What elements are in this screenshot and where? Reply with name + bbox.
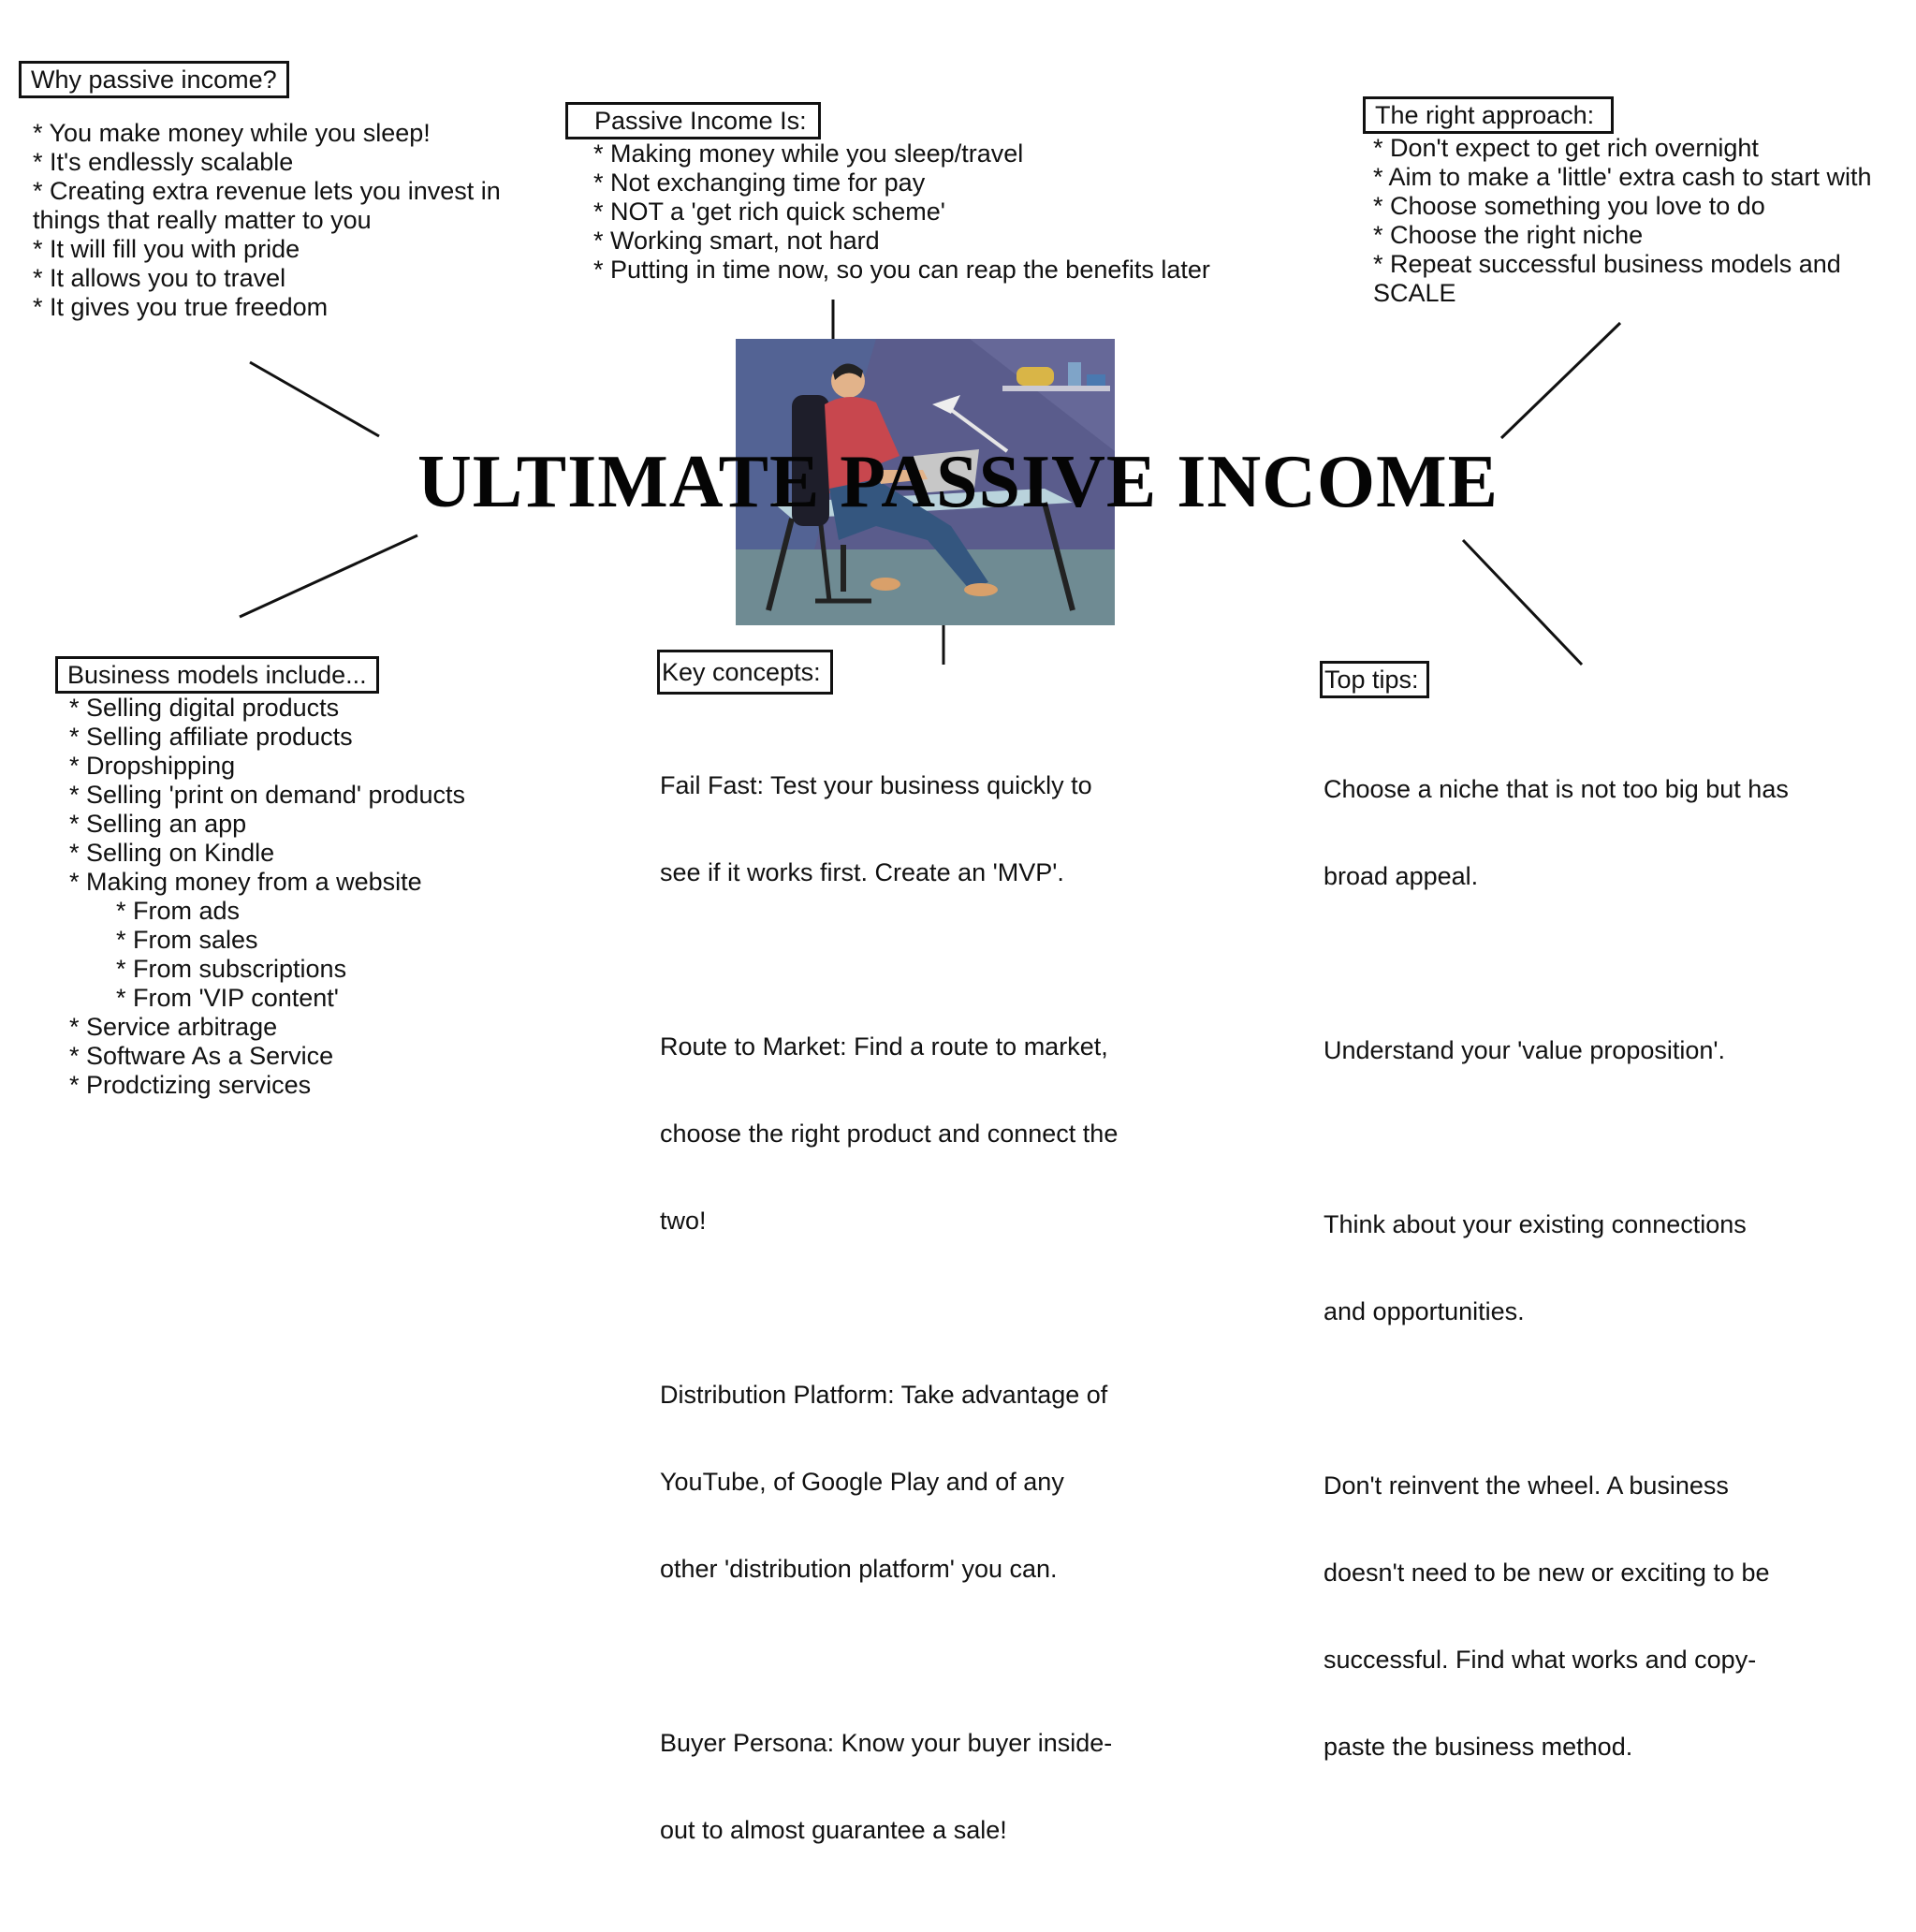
why-heading: Why passive income? <box>19 61 289 98</box>
concept-line: other 'distribution platform' you can. <box>660 1555 1058 1583</box>
list-subitem: * From ads <box>116 897 241 925</box>
tip-line: Think about your existing connections <box>1324 1210 1747 1238</box>
tip-line: Understand your 'value proposition'. <box>1324 1036 1726 1064</box>
list-item: * Don't expect to get rich overnight <box>1373 134 1759 162</box>
is-section <box>565 102 1210 285</box>
concepts-section <box>657 650 1118 1932</box>
concept-line: Distribution Platform: Take advantage of <box>660 1381 1108 1409</box>
list-item: SCALE <box>1373 279 1456 307</box>
concept-route-to-market <box>660 974 1118 1294</box>
main-title: ULTIMATE PASSIVE INCOME <box>417 441 1499 523</box>
list-item: * NOT a 'get rich quick scheme' <box>593 198 945 226</box>
tip-line: Choose a niche that is not too big but has <box>1324 775 1789 803</box>
is-heading: Passive Income Is: <box>565 102 821 139</box>
tip-line: Don't reinvent the wheel. A business <box>1324 1471 1729 1500</box>
list-item: * Service arbitrage <box>69 1013 278 1041</box>
concepts-list <box>657 713 1118 1903</box>
tip-line: successful. Find what works and copy- <box>1324 1646 1757 1674</box>
list-item: * Selling an app <box>69 810 247 838</box>
list-item: * Creating extra revenue lets you invest in <box>33 177 501 205</box>
tips-list <box>1320 717 1789 1820</box>
tip-line: paste the business method. <box>1324 1733 1633 1761</box>
models-list <box>55 694 465 1100</box>
list-item: * Prodctizing services <box>69 1071 312 1099</box>
list-item: things that really matter to you <box>33 206 372 234</box>
concept-line: Fail Fast: Test your business quickly to <box>660 771 1092 799</box>
list-item: * Software As a Service <box>69 1042 334 1070</box>
connector-approach <box>1501 323 1620 438</box>
list-item: * Making money from a website <box>69 868 422 896</box>
concept-line: see if it works first. Create an 'MVP'. <box>660 858 1064 886</box>
why-section <box>19 61 501 322</box>
concept-buyer-persona <box>660 1671 1118 1903</box>
tip-connections <box>1324 1152 1789 1384</box>
why-list <box>19 119 501 322</box>
concept-line: Buyer Persona: Know your buyer inside- <box>660 1729 1113 1757</box>
list-item: * Repeat successful business models and <box>1373 250 1841 278</box>
approach-heading: The right approach: <box>1363 96 1614 134</box>
concept-fail-fast <box>660 713 1118 945</box>
concept-line: out to almost guarantee a sale! <box>660 1816 1007 1844</box>
concept-line: YouTube, of Google Play and of any <box>660 1468 1064 1496</box>
list-item: * Choose something you love to do <box>1373 192 1765 220</box>
list-item: * Selling on Kindle <box>69 839 275 867</box>
tip-niche <box>1324 717 1789 949</box>
tips-heading: Top tips: <box>1320 661 1429 698</box>
concept-line: Route to Market: Find a route to market, <box>660 1032 1108 1061</box>
list-item: * It allows you to travel <box>33 264 286 292</box>
tips-section <box>1320 661 1789 1849</box>
concept-line: choose the right product and connect the <box>660 1120 1119 1148</box>
connector-why <box>250 362 379 436</box>
tip-line: and opportunities. <box>1324 1297 1525 1325</box>
list-item: * Making money while you sleep/travel <box>593 139 1024 168</box>
list-subitem: * From 'VIP content' <box>116 984 339 1012</box>
list-item: * Selling affiliate products <box>69 723 353 751</box>
tip-reinvent <box>1324 1413 1789 1820</box>
models-section <box>55 656 465 1100</box>
list-item: * Working smart, not hard <box>593 227 880 255</box>
models-heading: Business models include... <box>55 656 379 694</box>
list-item: * Dropshipping <box>69 752 236 780</box>
approach-list <box>1363 134 1872 308</box>
list-item: * It's endlessly scalable <box>33 148 294 176</box>
concept-distribution-platform <box>660 1323 1118 1642</box>
list-subitem: * From subscriptions <box>116 955 347 983</box>
is-list <box>565 139 1210 285</box>
connector-tips <box>1463 540 1582 665</box>
approach-section <box>1363 96 1872 308</box>
concept-line: two! <box>660 1207 707 1235</box>
connector-models <box>240 535 417 617</box>
list-item: * It will fill you with pride <box>33 235 300 263</box>
list-item: * You make money while you sleep! <box>33 119 431 147</box>
concepts-heading: Key concepts: <box>657 650 833 695</box>
list-item: * Selling digital products <box>69 694 340 722</box>
tip-line: broad appeal. <box>1324 862 1479 890</box>
list-item: * It gives you true freedom <box>33 293 329 321</box>
tip-value-proposition <box>1324 978 1789 1123</box>
list-subitem: * From sales <box>116 926 258 954</box>
tip-line: doesn't need to be new or exciting to be <box>1324 1559 1770 1587</box>
list-item: * Not exchanging time for pay <box>593 168 926 197</box>
list-item: * Choose the right niche <box>1373 221 1644 249</box>
list-item: * Selling 'print on demand' products <box>69 781 466 809</box>
list-item: * Putting in time now, so you can reap the benefits later <box>593 256 1210 284</box>
list-item: * Aim to make a 'little' extra cash to start with <box>1373 163 1872 191</box>
